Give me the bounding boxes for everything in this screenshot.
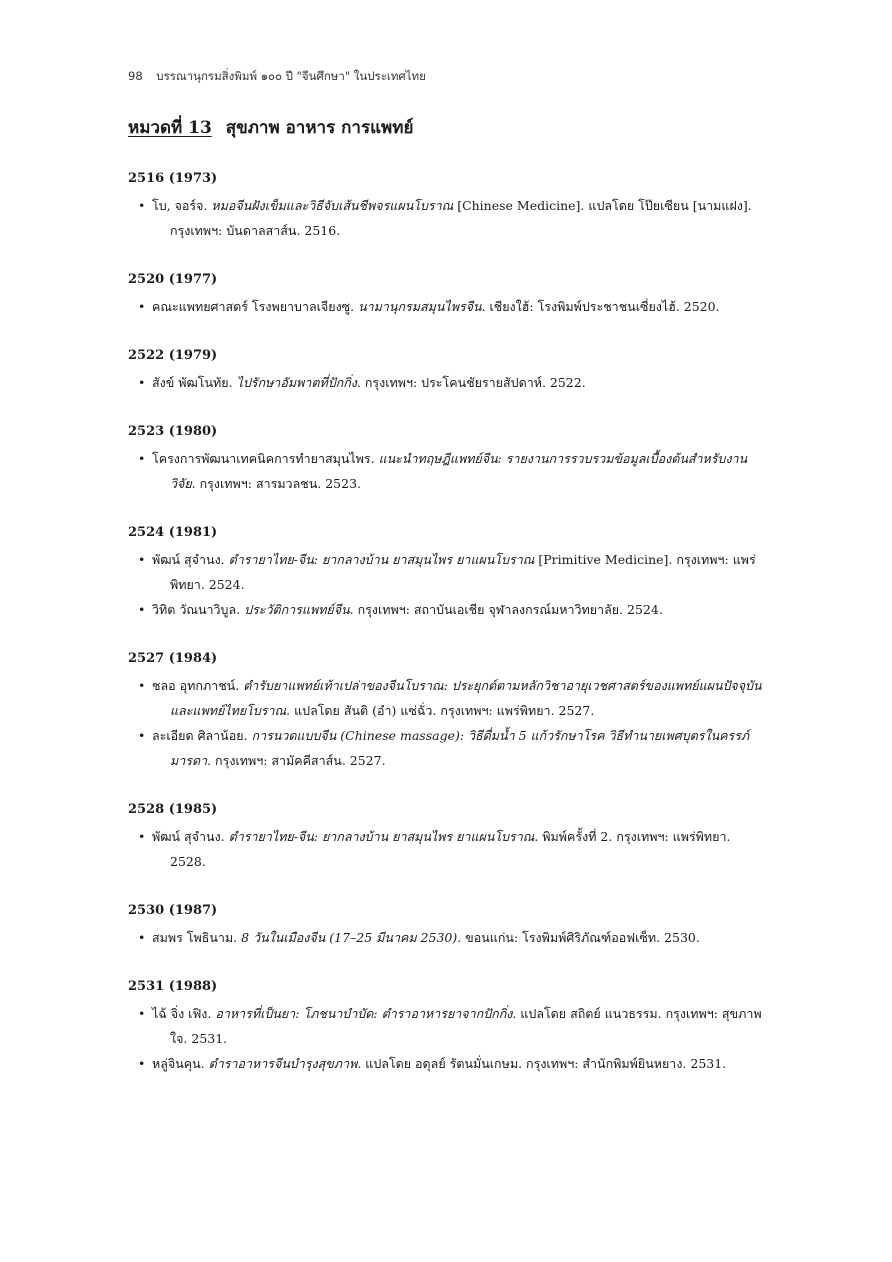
entry-title: อาหารที่เป็นยา: โภชนาบำบัด: ตำราอาหารยาจากปักกิ่ง	[215, 1006, 513, 1021]
bibliography-entry	[128, 294, 768, 319]
year-group-2516	[128, 170, 768, 243]
bullet-icon: •	[138, 930, 146, 945]
entry-details: . กรุงเทพฯ: สารมวลชน. 2523.	[191, 476, 362, 491]
year-group-2520	[128, 271, 768, 319]
year-group-2528	[128, 801, 768, 874]
year-group-2530	[128, 902, 768, 950]
bibliography-list	[128, 170, 768, 1104]
year-heading: 2523 (1980)	[128, 424, 218, 439]
bibliography-entry	[128, 547, 768, 597]
bullet-icon: •	[138, 728, 146, 743]
chapter-label: หมวดที่ 13	[128, 118, 212, 138]
entry-details: . กรุงเทพฯ: สามัคคีสาส์น. 2527.	[207, 753, 386, 768]
entry-title: ประวัติการแพทย์จีน	[244, 602, 350, 617]
book-title: บรรณานุกรมสิ่งพิมพ์ ๑๐๐ ปี "จีนศึกษา" ในประเทศไทย	[156, 69, 426, 83]
entry-author: คณะแพทยศาสตร์ โรงพยาบาลเจียงซู.	[152, 299, 359, 314]
year-heading: 2530 (1987)	[128, 903, 218, 918]
entry-author: วิทิต วัณนาวิบูล.	[152, 602, 245, 617]
year-heading: 2528 (1985)	[128, 802, 218, 817]
entry-details: . แปลโดย อดุลย์ รัตนมั่นเกษม. กรุงเทพฯ: สำนักพิมพ์ยินหยาง. 2531.	[357, 1056, 727, 1071]
year-group-2522	[128, 347, 768, 395]
entry-title: ตำราอาหารจีนบำรุงสุขภาพ	[208, 1056, 358, 1071]
entry-details: . พิมพ์ครั้งที่ 2. กรุงเทพฯ: แพร่พิทยา. 2528.	[170, 829, 731, 869]
year-heading: 2527 (1984)	[128, 651, 218, 666]
bibliography-entry	[128, 1001, 768, 1051]
bibliography-entry	[128, 370, 768, 395]
year-group-2531	[128, 978, 768, 1076]
bullet-icon: •	[138, 602, 146, 617]
year-group-2527	[128, 650, 768, 773]
page-number: 98	[128, 69, 143, 83]
entry-author: พัฒน์ สุจำนง.	[152, 829, 229, 844]
bullet-icon: •	[138, 552, 146, 567]
year-heading: 2522 (1979)	[128, 348, 218, 363]
bibliography-entry	[128, 597, 768, 622]
entry-details: . แปลโดย สันติ (อำ) แซ่ฉั่ว. กรุงเทพฯ: แพร่พิทยา. 2527.	[286, 703, 595, 718]
entry-title: ตำรายาไทย-จีน: ยากลางบ้าน ยาสมุนไพร ยาแผนโบราณ	[228, 552, 535, 567]
bibliography-entry	[128, 193, 768, 243]
entry-author: พัฒน์ สุจำนง.	[152, 552, 229, 567]
entry-title: ไปรักษาอัมพาตที่ปักกิ่ง	[236, 375, 357, 390]
bibliography-entry	[128, 723, 768, 773]
entry-author: ละเอียด ศิลาน้อย.	[152, 728, 252, 743]
entry-details: [Primitive Medicine]. กรุงเทพฯ: แพร่พิทยา. 2524.	[170, 552, 756, 592]
entry-author: สมพร โพธินาม.	[152, 930, 242, 945]
bibliography-entry	[128, 925, 768, 950]
year-heading: 2531 (1988)	[128, 979, 218, 994]
chapter-title: สุขภาพ อาหาร การแพทย์	[225, 118, 414, 138]
entry-details: . แปลโดย สถิตย์ แนวธรรม. กรุงเทพฯ: สุขภาพใจ. 2531.	[170, 1006, 762, 1046]
chapter-heading	[128, 114, 413, 141]
entry-details: . กรุงเทพฯ: ประโคนชัยรายสัปดาห์. 2522.	[356, 375, 586, 390]
entry-details: . ขอนแก่น: โรงพิมพ์ศิริภัณฑ์ออฟเซ็ท. 2530.	[457, 930, 700, 945]
year-heading: 2516 (1973)	[128, 171, 218, 186]
entry-title: หมอจีนฝังเข็มและวิธีจับเส้นชีพจรแผนโบราณ	[211, 198, 454, 213]
bullet-icon: •	[138, 198, 146, 213]
entry-author: โครงการพัฒนาเทคนิคการทำยาสมุนไพร.	[152, 451, 379, 466]
bullet-icon: •	[138, 829, 146, 844]
bibliography-entry	[128, 673, 768, 723]
entry-title: 8 วันในเมืองจีน (17–25 มีนาคม 2530)	[241, 930, 458, 945]
year-heading: 2524 (1981)	[128, 525, 218, 540]
entry-author: โบ, จอร์จ.	[152, 198, 212, 213]
bullet-icon: •	[138, 1056, 146, 1071]
bullet-icon: •	[138, 451, 146, 466]
entry-author: สังข์ พัฒโนทัย.	[152, 375, 237, 390]
entry-title: แนะนำทฤษฎีแพทย์จีน: รายงานการรวบรวมข้อมูลเบื้องต้นสำหรับงานวิจัย	[170, 451, 748, 491]
entry-title: ตำรายาไทย-จีน: ยากลางบ้าน ยาสมุนไพร ยาแผนโบราณ	[228, 829, 535, 844]
year-heading: 2520 (1977)	[128, 272, 218, 287]
entry-title: ตำรับยาแพทย์เท้าเปล่าของจีนโบราณ: ประยุกต์ตามหลักวิชาอายุเวชศาสตร์ของแพทย์แผนปัจจุบันและแพทย์ไทยโบราณ	[170, 678, 762, 718]
running-header	[128, 68, 426, 86]
entry-details: . กรุงเทพฯ: สถาบันเอเชีย จุฬาลงกรณ์มหาวิทยาลัย. 2524.	[349, 602, 663, 617]
year-group-2523	[128, 423, 768, 496]
bibliography-entry	[128, 446, 768, 496]
entry-title: นามานุกรมสมุนไพรจีน	[358, 299, 482, 314]
bullet-icon: •	[138, 1006, 146, 1021]
bullet-icon: •	[138, 678, 146, 693]
entry-title: การนวดแบบจีน (Chinese massage): วิธีดื่มน้ำ 5 แก้วรักษาโรค วิธีทำนายเพศบุตรในครรภ์มารดา	[170, 728, 750, 768]
bullet-icon: •	[138, 299, 146, 314]
entry-author: หลู่จินคุน.	[152, 1056, 209, 1071]
entry-author: ไฉ้ จิ่ง เฟิง.	[152, 1006, 216, 1021]
bibliography-entry	[128, 1051, 768, 1076]
year-group-2524	[128, 524, 768, 622]
bullet-icon: •	[138, 375, 146, 390]
entry-details: . เชียงใฮ้: โรงพิมพ์ประชาชนเซี่ยงไฮ้. 2520.	[481, 299, 720, 314]
bibliography-entry	[128, 824, 768, 874]
entry-author: ชลอ อุทกภาชน์.	[152, 678, 244, 693]
entry-details: [Chinese Medicine]. แปลโดย โป๊ยเซียน [นามแฝง]. กรุงเทพฯ: บันดาลสาส์น. 2516.	[170, 198, 752, 238]
